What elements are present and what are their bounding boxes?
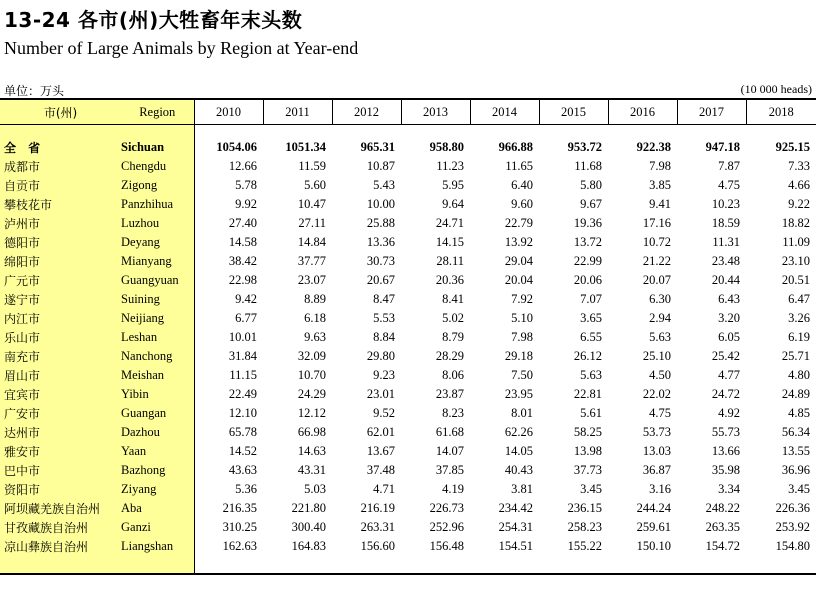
value-cell: 3.20 xyxy=(718,311,740,325)
region-name-cn: 眉山市 xyxy=(4,369,41,383)
region-name-en: Nanchong xyxy=(121,349,173,363)
value-cell: 12.10 xyxy=(228,406,257,420)
value-cell: 7.33 xyxy=(788,159,810,173)
region-name-cn: 泸州市 xyxy=(4,217,41,231)
value-cell: 65.78 xyxy=(228,425,257,439)
region-name-en: Yaan xyxy=(121,444,147,458)
value-cell: 5.10 xyxy=(511,311,533,325)
value-cell: 5.63 xyxy=(580,368,602,382)
header-year: 2014 xyxy=(470,100,539,124)
value-cell: 252.96 xyxy=(429,520,464,534)
value-cell: 9.41 xyxy=(649,197,671,211)
value-cell: 9.63 xyxy=(304,330,326,344)
value-cell: 3.65 xyxy=(580,311,602,325)
value-cell: 13.67 xyxy=(366,444,395,458)
value-cell: 5.61 xyxy=(580,406,602,420)
value-cell: 20.04 xyxy=(504,273,533,287)
value-cell: 28.29 xyxy=(435,349,464,363)
value-cell: 966.88 xyxy=(498,140,533,154)
value-cell: 5.80 xyxy=(580,178,602,192)
value-cell: 216.19 xyxy=(360,501,395,515)
value-cell: 263.35 xyxy=(705,520,740,534)
region-name-en: Meishan xyxy=(121,368,165,382)
value-cell: 156.60 xyxy=(360,539,395,553)
value-cell: 23.10 xyxy=(781,254,810,268)
value-cell: 24.29 xyxy=(297,387,326,401)
region-name-en: Ganzi xyxy=(121,520,151,534)
value-cell: 31.84 xyxy=(228,349,257,363)
value-cell: 234.42 xyxy=(498,501,533,515)
value-cell: 40.43 xyxy=(504,463,533,477)
value-cell: 29.04 xyxy=(504,254,533,268)
value-cell: 20.06 xyxy=(573,273,602,287)
region-name-en: Ziyang xyxy=(121,482,157,496)
value-cell: 20.51 xyxy=(781,273,810,287)
value-cell: 23.87 xyxy=(435,387,464,401)
value-cell: 22.02 xyxy=(642,387,671,401)
value-cell: 22.99 xyxy=(573,254,602,268)
value-cell: 43.63 xyxy=(228,463,257,477)
value-cell: 7.87 xyxy=(718,159,740,173)
table-title-en: Number of Large Animals by Region at Year-end xyxy=(4,38,359,58)
value-cell: 8.84 xyxy=(373,330,395,344)
region-name-cn: 甘孜藏族自治州 xyxy=(4,521,89,535)
bottom-rule xyxy=(0,573,816,575)
value-cell: 13.72 xyxy=(573,235,602,249)
value-cell: 22.98 xyxy=(228,273,257,287)
table-title-cn: 13-24 各市(州)大牲畜年末头数 xyxy=(4,8,303,32)
header-year: 2018 xyxy=(768,104,794,119)
header-year: 2012 xyxy=(332,100,401,124)
value-cell: 21.22 xyxy=(642,254,671,268)
table-row xyxy=(0,480,816,499)
region-name-cn: 凉山彝族自治州 xyxy=(4,540,89,554)
value-cell: 925.15 xyxy=(775,140,810,154)
value-cell: 7.98 xyxy=(511,330,533,344)
value-cell: 154.80 xyxy=(775,539,810,553)
value-cell: 8.01 xyxy=(511,406,533,420)
region-name-en: Neijiang xyxy=(121,311,165,325)
table-row xyxy=(0,195,816,214)
value-cell: 5.03 xyxy=(304,482,326,496)
value-cell: 254.31 xyxy=(498,520,533,534)
value-cell: 4.71 xyxy=(373,482,395,496)
value-cell: 8.41 xyxy=(442,292,464,306)
value-cell: 11.09 xyxy=(782,235,810,249)
value-cell: 53.73 xyxy=(642,425,671,439)
value-cell: 953.72 xyxy=(567,140,602,154)
value-cell: 248.22 xyxy=(705,501,740,515)
value-cell: 23.95 xyxy=(504,387,533,401)
region-name-en: Liangshan xyxy=(121,539,174,553)
value-cell: 958.80 xyxy=(429,140,464,154)
value-cell: 10.72 xyxy=(642,235,671,249)
value-cell: 37.85 xyxy=(435,463,464,477)
region-name-cn: 达州市 xyxy=(4,426,41,440)
value-cell: 1051.34 xyxy=(285,140,326,154)
value-cell: 2.94 xyxy=(649,311,671,325)
value-cell: 3.45 xyxy=(788,482,810,496)
value-cell: 8.23 xyxy=(442,406,464,420)
value-cell: 4.92 xyxy=(718,406,740,420)
value-cell: 23.07 xyxy=(297,273,326,287)
table-row xyxy=(0,309,816,328)
value-cell: 6.77 xyxy=(235,311,257,325)
value-cell: 14.05 xyxy=(504,444,533,458)
value-cell: 150.10 xyxy=(636,539,671,553)
value-cell: 9.92 xyxy=(235,197,257,211)
value-cell: 5.02 xyxy=(442,311,464,325)
value-cell: 5.95 xyxy=(442,178,464,192)
value-cell: 10.47 xyxy=(297,197,326,211)
value-cell: 6.05 xyxy=(718,330,740,344)
value-cell: 18.82 xyxy=(781,216,810,230)
spacer-row xyxy=(0,124,816,138)
header-year: 2013 xyxy=(401,100,470,124)
table-row xyxy=(0,271,816,290)
value-cell: 12.12 xyxy=(297,406,326,420)
value-cell: 13.36 xyxy=(366,235,395,249)
value-cell: 9.60 xyxy=(511,197,533,211)
value-cell: 29.80 xyxy=(366,349,395,363)
value-cell: 263.31 xyxy=(360,520,395,534)
value-cell: 6.40 xyxy=(511,178,533,192)
table-row xyxy=(0,499,816,518)
value-cell: 226.36 xyxy=(775,501,810,515)
value-cell: 22.49 xyxy=(228,387,257,401)
table-row xyxy=(0,347,816,366)
value-cell: 13.55 xyxy=(781,444,810,458)
value-cell: 23.48 xyxy=(711,254,740,268)
region-name-en: Sichuan xyxy=(121,140,165,154)
header-year: 2015 xyxy=(539,100,608,124)
value-cell: 11.68 xyxy=(574,159,602,173)
value-cell: 66.98 xyxy=(297,425,326,439)
header-year: 2017 xyxy=(677,100,746,124)
value-cell: 4.50 xyxy=(649,368,671,382)
region-name-en: Aba xyxy=(121,501,142,515)
value-cell: 10.01 xyxy=(228,330,257,344)
value-cell: 3.16 xyxy=(649,482,671,496)
region-name-en: Luzhou xyxy=(121,216,160,230)
value-cell: 28.11 xyxy=(436,254,464,268)
value-cell: 43.31 xyxy=(297,463,326,477)
value-cell: 11.31 xyxy=(712,235,740,249)
table-row xyxy=(0,328,816,347)
value-cell: 154.72 xyxy=(705,539,740,553)
value-cell: 55.73 xyxy=(711,425,740,439)
unit-label-cn: 单位：万头 xyxy=(4,84,65,98)
value-cell: 216.35 xyxy=(222,501,257,515)
value-cell: 14.63 xyxy=(297,444,326,458)
value-cell: 25.71 xyxy=(781,349,810,363)
value-cell: 26.12 xyxy=(573,349,602,363)
table-row xyxy=(0,423,816,442)
value-cell: 22.79 xyxy=(504,216,533,230)
value-cell: 29.18 xyxy=(504,349,533,363)
value-cell: 14.52 xyxy=(228,444,257,458)
value-cell: 36.87 xyxy=(642,463,671,477)
value-cell: 36.96 xyxy=(781,463,810,477)
value-cell: 24.71 xyxy=(435,216,464,230)
value-cell: 5.78 xyxy=(235,178,257,192)
region-name-cn: 德阳市 xyxy=(4,236,41,250)
value-cell: 236.15 xyxy=(567,501,602,515)
value-cell: 20.67 xyxy=(366,273,395,287)
value-cell: 13.03 xyxy=(642,444,671,458)
value-cell: 62.01 xyxy=(366,425,395,439)
value-cell: 7.98 xyxy=(649,159,671,173)
region-name-cn: 宜宾市 xyxy=(4,388,41,402)
table-row xyxy=(0,290,816,309)
value-cell: 22.81 xyxy=(573,387,602,401)
table-row xyxy=(0,442,816,461)
value-cell: 310.25 xyxy=(222,520,257,534)
value-cell: 221.80 xyxy=(291,501,326,515)
value-cell: 13.98 xyxy=(573,444,602,458)
value-cell: 9.22 xyxy=(788,197,810,211)
region-name-en: Guangyuan xyxy=(121,273,179,287)
region-name-cn: 遂宁市 xyxy=(4,293,41,307)
value-cell: 3.26 xyxy=(788,311,810,325)
value-cell: 37.77 xyxy=(297,254,326,268)
region-name-en: Chengdu xyxy=(121,159,167,173)
value-cell: 20.07 xyxy=(642,273,671,287)
table-row xyxy=(0,518,816,537)
value-cell: 1054.06 xyxy=(216,140,257,154)
table-row xyxy=(0,366,816,385)
value-cell: 162.63 xyxy=(222,539,257,553)
value-cell: 24.72 xyxy=(711,387,740,401)
header-year: 2010 xyxy=(194,100,263,124)
region-name-cn: 南充市 xyxy=(4,350,41,364)
value-cell: 6.30 xyxy=(649,292,671,306)
region-name-en: Yibin xyxy=(121,387,149,401)
value-cell: 25.42 xyxy=(711,349,740,363)
region-name-en: Mianyang xyxy=(121,254,172,268)
value-cell: 7.50 xyxy=(511,368,533,382)
value-cell: 6.19 xyxy=(788,330,810,344)
region-name-en: Leshan xyxy=(121,330,158,344)
value-cell: 20.36 xyxy=(435,273,464,287)
value-cell: 35.98 xyxy=(711,463,740,477)
value-cell: 18.59 xyxy=(711,216,740,230)
value-cell: 8.79 xyxy=(442,330,464,344)
unit-label-en: (10 000 heads) xyxy=(740,82,812,96)
value-cell: 11.65 xyxy=(505,159,533,173)
value-cell: 7.07 xyxy=(580,292,602,306)
value-cell: 27.11 xyxy=(298,216,326,230)
value-cell: 947.18 xyxy=(705,140,740,154)
value-cell: 259.61 xyxy=(636,520,671,534)
region-name-en: Suining xyxy=(121,292,160,306)
value-cell: 6.47 xyxy=(788,292,810,306)
region-name-cn: 全 省 xyxy=(4,141,45,155)
value-cell: 23.01 xyxy=(366,387,395,401)
value-cell: 7.92 xyxy=(511,292,533,306)
value-cell: 155.22 xyxy=(567,539,602,553)
value-cell: 5.63 xyxy=(649,330,671,344)
table-body xyxy=(0,124,816,556)
value-cell: 8.47 xyxy=(373,292,395,306)
value-cell: 17.16 xyxy=(642,216,671,230)
value-cell: 10.87 xyxy=(366,159,395,173)
region-name-cn: 自贡市 xyxy=(4,179,41,193)
value-cell: 61.68 xyxy=(435,425,464,439)
value-cell: 14.58 xyxy=(228,235,257,249)
value-cell: 14.15 xyxy=(435,235,464,249)
value-cell: 9.64 xyxy=(442,197,464,211)
value-cell: 19.36 xyxy=(573,216,602,230)
value-cell: 6.55 xyxy=(580,330,602,344)
header-row xyxy=(0,100,816,124)
value-cell: 3.85 xyxy=(649,178,671,192)
value-cell: 11.59 xyxy=(298,159,326,173)
value-cell: 10.70 xyxy=(297,368,326,382)
value-cell: 6.18 xyxy=(304,311,326,325)
value-cell: 32.09 xyxy=(297,349,326,363)
region-name-en: Panzhihua xyxy=(121,197,174,211)
value-cell: 62.26 xyxy=(504,425,533,439)
value-cell: 9.67 xyxy=(580,197,602,211)
region-name-en: Dazhou xyxy=(121,425,160,439)
value-cell: 244.24 xyxy=(636,501,671,515)
value-cell: 10.23 xyxy=(711,197,740,211)
region-name-cn: 雅安市 xyxy=(4,445,41,459)
table-row xyxy=(0,157,816,176)
value-cell: 8.06 xyxy=(442,368,464,382)
value-cell: 20.44 xyxy=(711,273,740,287)
value-cell: 258.23 xyxy=(567,520,602,534)
table-row xyxy=(0,461,816,480)
table-row xyxy=(0,404,816,423)
table-row xyxy=(0,233,816,252)
value-cell: 253.92 xyxy=(775,520,810,534)
value-cell: 58.25 xyxy=(573,425,602,439)
region-name-en: Guangan xyxy=(121,406,167,420)
value-cell: 25.88 xyxy=(366,216,395,230)
region-name-cn: 绵阳市 xyxy=(4,255,41,269)
region-name-cn: 成都市 xyxy=(4,160,41,174)
value-cell: 3.45 xyxy=(580,482,602,496)
value-cell: 965.31 xyxy=(360,140,395,154)
value-cell: 37.73 xyxy=(573,463,602,477)
region-name-cn: 内江市 xyxy=(4,312,41,326)
value-cell: 5.53 xyxy=(373,311,395,325)
table-row xyxy=(0,537,816,556)
value-cell: 156.48 xyxy=(429,539,464,553)
total-row xyxy=(0,138,816,157)
value-cell: 4.75 xyxy=(649,406,671,420)
value-cell: 30.73 xyxy=(366,254,395,268)
header-year: 2011 xyxy=(263,100,332,124)
value-cell: 11.15 xyxy=(229,368,257,382)
value-cell: 4.75 xyxy=(718,178,740,192)
value-cell: 9.23 xyxy=(373,368,395,382)
value-cell: 10.00 xyxy=(366,197,395,211)
table-row xyxy=(0,385,816,404)
table-row xyxy=(0,252,816,271)
region-name-cn: 巴中市 xyxy=(4,464,41,478)
region-name-cn: 阿坝藏羌族自治州 xyxy=(4,502,101,516)
value-cell: 13.66 xyxy=(711,444,740,458)
header-region-en: Region xyxy=(121,100,194,124)
value-cell: 56.34 xyxy=(781,425,810,439)
value-cell: 14.07 xyxy=(435,444,464,458)
value-cell: 5.36 xyxy=(235,482,257,496)
value-cell: 4.77 xyxy=(718,368,740,382)
value-cell: 4.85 xyxy=(788,406,810,420)
region-name-cn: 乐山市 xyxy=(4,331,41,345)
region-name-cn: 资阳市 xyxy=(4,483,41,497)
value-cell: 3.34 xyxy=(718,482,740,496)
region-name-cn: 广安市 xyxy=(4,407,41,421)
value-cell: 922.38 xyxy=(636,140,671,154)
table-row xyxy=(0,176,816,195)
header-year: 2016 xyxy=(608,100,677,124)
value-cell: 300.40 xyxy=(291,520,326,534)
value-cell: 154.51 xyxy=(498,539,533,553)
value-cell: 4.66 xyxy=(788,178,810,192)
value-cell: 9.42 xyxy=(235,292,257,306)
value-cell: 6.43 xyxy=(718,292,740,306)
value-cell: 164.83 xyxy=(291,539,326,553)
value-cell: 11.23 xyxy=(436,159,464,173)
value-cell: 12.66 xyxy=(228,159,257,173)
region-name-cn: 广元市 xyxy=(4,274,41,288)
value-cell: 38.42 xyxy=(228,254,257,268)
data-table xyxy=(0,100,816,556)
region-name-cn: 攀枝花市 xyxy=(4,198,53,212)
value-cell: 5.43 xyxy=(373,178,395,192)
value-cell: 9.52 xyxy=(373,406,395,420)
value-cell: 5.60 xyxy=(304,178,326,192)
table-row xyxy=(0,214,816,233)
region-name-en: Zigong xyxy=(121,178,158,192)
region-name-en: Bazhong xyxy=(121,463,166,477)
value-cell: 27.40 xyxy=(228,216,257,230)
value-cell: 3.81 xyxy=(511,482,533,496)
region-name-en: Deyang xyxy=(121,235,160,249)
value-cell: 24.89 xyxy=(781,387,810,401)
value-cell: 37.48 xyxy=(366,463,395,477)
value-cell: 4.80 xyxy=(788,368,810,382)
header-region-cn: 市(州) xyxy=(43,105,78,120)
value-cell: 14.84 xyxy=(297,235,326,249)
value-cell: 4.19 xyxy=(442,482,464,496)
value-cell: 13.92 xyxy=(504,235,533,249)
value-cell: 25.10 xyxy=(642,349,671,363)
value-cell: 226.73 xyxy=(429,501,464,515)
value-cell: 8.89 xyxy=(304,292,326,306)
